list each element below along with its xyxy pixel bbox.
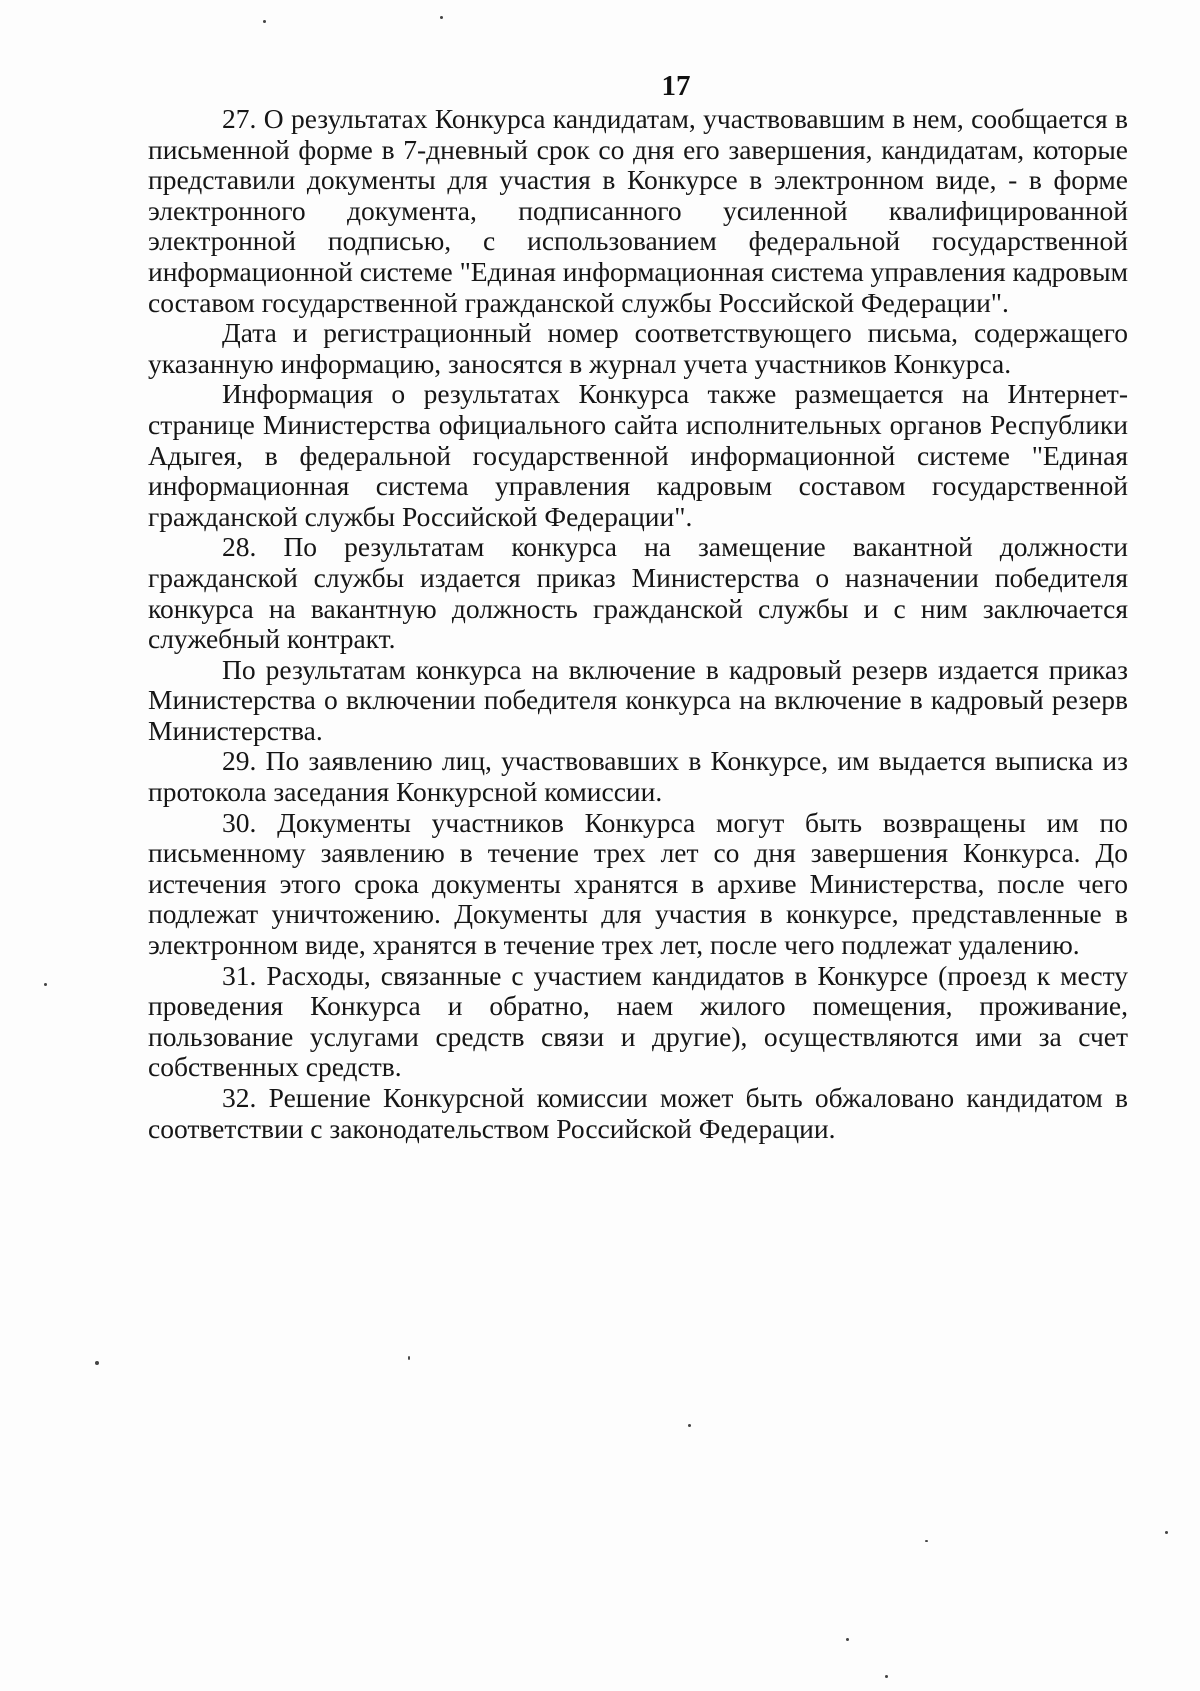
scan-speck — [925, 1540, 928, 1542]
scan-speck — [440, 16, 443, 19]
paragraph-30: 30. Документы участников Конкурса могут быть возвращены им по письменному заявлению в течение трех лет со дня завершения Конкурса. До истечения этого срока документы хранятся в архиве Министерства, после чего подлежат уничтожению. Документы для участия в конкурсе, представленные в электронном виде, хранятся в течение трех лет, после чего подлежат удалению. — [148, 806, 1128, 961]
page-number: 17 — [661, 70, 691, 102]
scan-speck — [1165, 1531, 1168, 1534]
paragraph-32: 32. Решение Конкурсной комиссии может быть обжаловано кандидатом в соответствии с законодательством Российской Федерации. — [148, 1082, 1128, 1144]
paragraph-registration-date: Дата и регистрационный номер соответствующего письма, содержащего указанную информацию, заносятся в журнал учета участников Конкурса. — [148, 317, 1128, 379]
document-body — [148, 104, 1128, 1144]
paragraph-31: 31. Расходы, связанные с участием кандидатов в Конкурсе (проезд к месту проведения Конкурса и обратно, наем жилого помещения, проживание, пользование услугами средств связи и другие), осуществляются ими за счет собственных средств. — [148, 959, 1128, 1083]
scan-speck — [846, 1638, 849, 1641]
paragraph-results-publication: Информация о результатах Конкурса также размещается на Интернет-странице Министерства официального сайта исполнительных органов Республики Адыгея, в федеральной государственной информационной системе "Единая информационная система управления кадровым составом государственной гражданской службы Российской Федерации". — [148, 378, 1128, 532]
scan-speck — [95, 1361, 99, 1365]
scan-speck — [885, 1675, 888, 1678]
scan-speck — [263, 20, 266, 23]
scan-speck — [44, 983, 47, 986]
paragraph-29: 29. По заявлению лиц, участвовавших в Конкурсе, им выдается выписка из протокола заседания Конкурсной комиссии. — [148, 745, 1128, 808]
paragraph-reserve-order: По результатам конкурса на включение в кадровый резерв издается приказ Министерства о включении победителя конкурса на включение в кадровый резерв Министерства. — [148, 653, 1128, 746]
scan-speck — [408, 1356, 410, 1360]
paragraph-27: 27. О результатах Конкурса кандидатам, участвовавшим в нем, сообщается в письменной форме в 7-дневный срок со дня его завершения, кандидатам, которые представили документы для участия в Конкурсе в электронном виде, - в форме электронного документа, подписанного усиленной квалифицированной электронной подписью, с использованием федеральной государственной информационной системе "Единая информационная система управления кадровым составом государственной гражданской службы Российской Федерации". — [148, 103, 1128, 318]
paragraph-28: 28. По результатам конкурса на замещение вакантной должности гражданской службы издается приказ Министерства о назначении победителя конкурса на вакантную должность гражданской службы и с ним заключается служебный контракт. — [148, 531, 1128, 655]
scan-speck — [688, 1424, 691, 1427]
